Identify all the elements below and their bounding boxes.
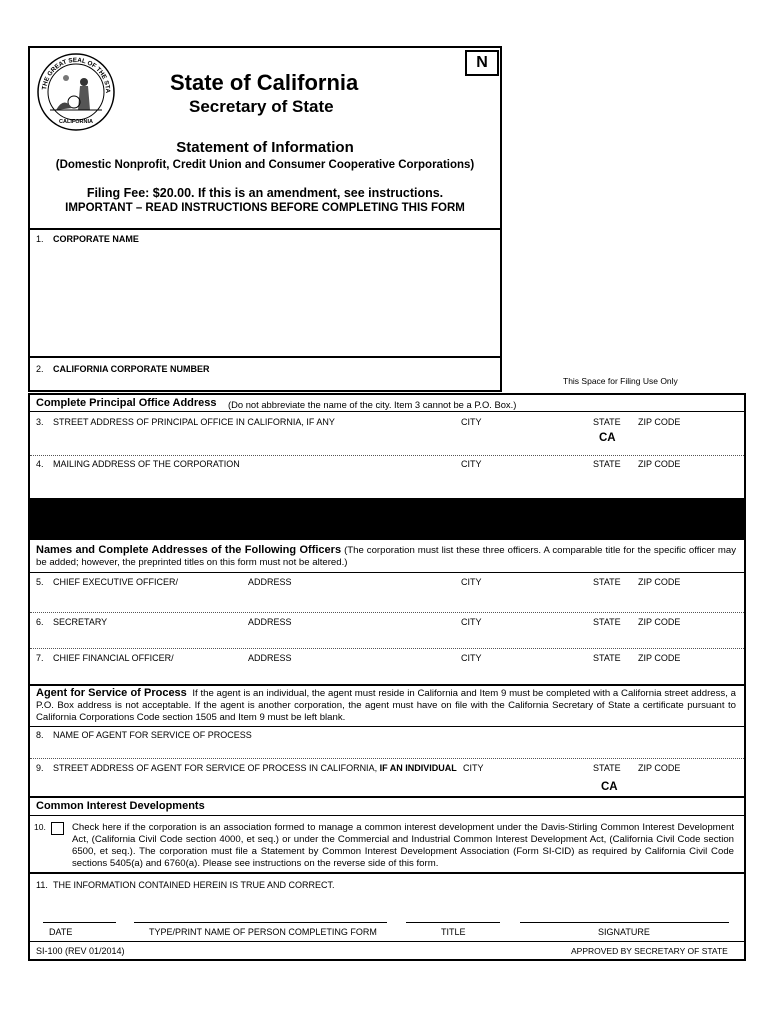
cid-heading: Common Interest Developments (36, 800, 205, 812)
cfo-field[interactable] (36, 666, 736, 682)
agent-name-field[interactable] (36, 742, 736, 756)
page-title: State of California (170, 70, 359, 95)
officer-city-label: CITY (461, 577, 482, 587)
signature-field[interactable] (520, 906, 729, 922)
item3-state-label: STATE (593, 417, 621, 427)
principal-heading: Complete Principal Office Address (36, 397, 217, 409)
cid-number: 10. (34, 822, 46, 832)
item3-state-value: CA (599, 432, 616, 444)
svg-text:THE GREAT SEAL OF THE STATE OF: THE GREAT SEAL OF THE STA (41, 56, 112, 93)
name-label: TYPE/PRINT NAME OF PERSON COMPLETING FORM (149, 927, 377, 937)
item4-zip-label: ZIP CODE (638, 459, 681, 469)
item3-address-field[interactable] (36, 430, 456, 450)
corporate-name-field[interactable] (32, 248, 498, 354)
officer-zip-label: ZIP CODE (638, 653, 681, 663)
date-field[interactable] (43, 906, 116, 922)
cid-text: Check here if the corporation is an association formed to manage a common interest development under the Davis-Stirling Common Interest Development Act, (California Civil Code section 4000, et seq.) or under the Commercial and Industrial Common Interest Development Act, (California Civil Code section 6500, et seq.). The corporation must file a Statement by Common Interest Development Association (Form SI-CID) as required by California Civil Code sections 5405(a) and 6760(a). Please see instructions on the reverse side of this form. (72, 822, 734, 869)
black-divider-band (29, 498, 745, 540)
item3-zip-label: ZIP CODE (638, 417, 681, 427)
item3-city-label: CITY (461, 417, 482, 427)
item4-label: MAILING ADDRESS OF THE CORPORATION (53, 459, 240, 469)
officer-city-label: CITY (461, 653, 482, 663)
agent-note: If the agent is an individual, the agent must reside in California and Item 9 must be completed with a California street address, a P.O. Box address is not acceptable. If the agent is another corporation, the agent must have on file with the California Secretary of State a certificate pursuant to California Corporations Code section 1505 and Item 9 must be left blank. (36, 688, 736, 723)
item4-state-label: STATE (593, 459, 621, 469)
corporate-number-field[interactable] (32, 376, 498, 390)
item9-number: 9. (36, 763, 44, 773)
officers-note: (The corporation must list these three officers. A comparable title for the specific officer may be added; however, the preprinted titles on this form must not be altered.) (36, 545, 736, 568)
form-id: SI-100 (REV 01/2014) (36, 946, 125, 956)
officer-zip-label: ZIP CODE (638, 577, 681, 587)
item3-label: STREET ADDRESS OF PRINCIPAL OFFICE IN CALIFORNIA, IF ANY (53, 417, 335, 427)
item9-state-label: STATE (593, 763, 621, 773)
signature-label: SIGNATURE (598, 927, 650, 937)
item4-number: 4. (36, 459, 44, 469)
officer-row-number: 5. (36, 577, 44, 587)
ceo-field[interactable] (36, 590, 736, 610)
date-label: DATE (49, 927, 73, 937)
page-subtitle: Secretary of State (189, 97, 334, 116)
svg-text:CALIFORNIA: CALIFORNIA (59, 119, 93, 125)
item9-city-label: CITY (463, 763, 484, 773)
state-seal-icon (36, 52, 116, 132)
officer-address-label: ADDRESS (248, 577, 292, 587)
item2-number: 2. (36, 364, 44, 374)
agent-intro (36, 687, 736, 724)
form-subtitle: (Domestic Nonprofit, Credit Union and Consumer Cooperative Corporations) (55, 159, 475, 171)
title-label: TITLE (441, 927, 466, 937)
cid-checkbox[interactable] (51, 822, 64, 835)
officer-title-ceo: CHIEF EXECUTIVE OFFICER/ (53, 577, 179, 587)
item4-address-field[interactable] (36, 472, 456, 494)
officer-title-cfo: CHIEF FINANCIAL OFFICER/ (53, 653, 174, 663)
agent-address-field[interactable] (36, 776, 456, 794)
principal-note: (Do not abbreviate the name of the city. Item 3 cannot be a P.O. Box.) (228, 399, 517, 410)
title-field[interactable] (406, 906, 500, 922)
officer-address-label: ADDRESS (248, 653, 292, 663)
officer-title-secretary: SECRETARY (53, 617, 108, 627)
item8-label: NAME OF AGENT FOR SERVICE OF PROCESS (53, 730, 252, 740)
agent-heading: Agent for Service of Process (36, 687, 187, 699)
officers-heading: Names and Complete Addresses of the Following Officers (36, 544, 342, 556)
name-field[interactable] (134, 906, 387, 922)
item11-number: 11. (36, 880, 48, 890)
filing-fee: Filing Fee: $20.00. If this is an amendment, see instructions. (86, 186, 444, 200)
item4-city-label: CITY (461, 459, 482, 469)
item9-zip-label: ZIP CODE (638, 763, 681, 773)
officer-address-label: ADDRESS (248, 617, 292, 627)
important-note: IMPORTANT – READ INSTRUCTIONS BEFORE COMPLETING THIS FORM (65, 202, 465, 214)
item11-label: THE INFORMATION CONTAINED HEREIN IS TRUE AND CORRECT. (53, 880, 335, 890)
officer-state-label: STATE (593, 617, 621, 627)
officer-row-number: 6. (36, 617, 44, 627)
form-letter: N (465, 50, 499, 76)
officer-zip-label: ZIP CODE (638, 617, 681, 627)
item9-state-value: CA (601, 781, 618, 793)
officer-row-number: 7. (36, 653, 44, 663)
item1-label: CORPORATE NAME (53, 234, 139, 244)
item2-label: CALIFORNIA CORPORATE NUMBER (53, 364, 210, 374)
officers-intro (36, 544, 736, 569)
filing-use-note: This Space for Filing Use Only (563, 376, 678, 386)
form-title: Statement of Information (176, 139, 354, 156)
officer-state-label: STATE (593, 653, 621, 663)
item1-number: 1. (36, 234, 44, 244)
item8-number: 8. (36, 730, 44, 740)
officer-city-label: CITY (461, 617, 482, 627)
officer-state-label: STATE (593, 577, 621, 587)
item9-label: STREET ADDRESS OF AGENT FOR SERVICE OF PROCESS IN CALIFORNIA, IF AN INDIVIDUAL (53, 763, 457, 773)
approved-note: APPROVED BY SECRETARY OF STATE (571, 946, 728, 956)
secretary-field[interactable] (36, 630, 736, 646)
item3-number: 3. (36, 417, 44, 427)
